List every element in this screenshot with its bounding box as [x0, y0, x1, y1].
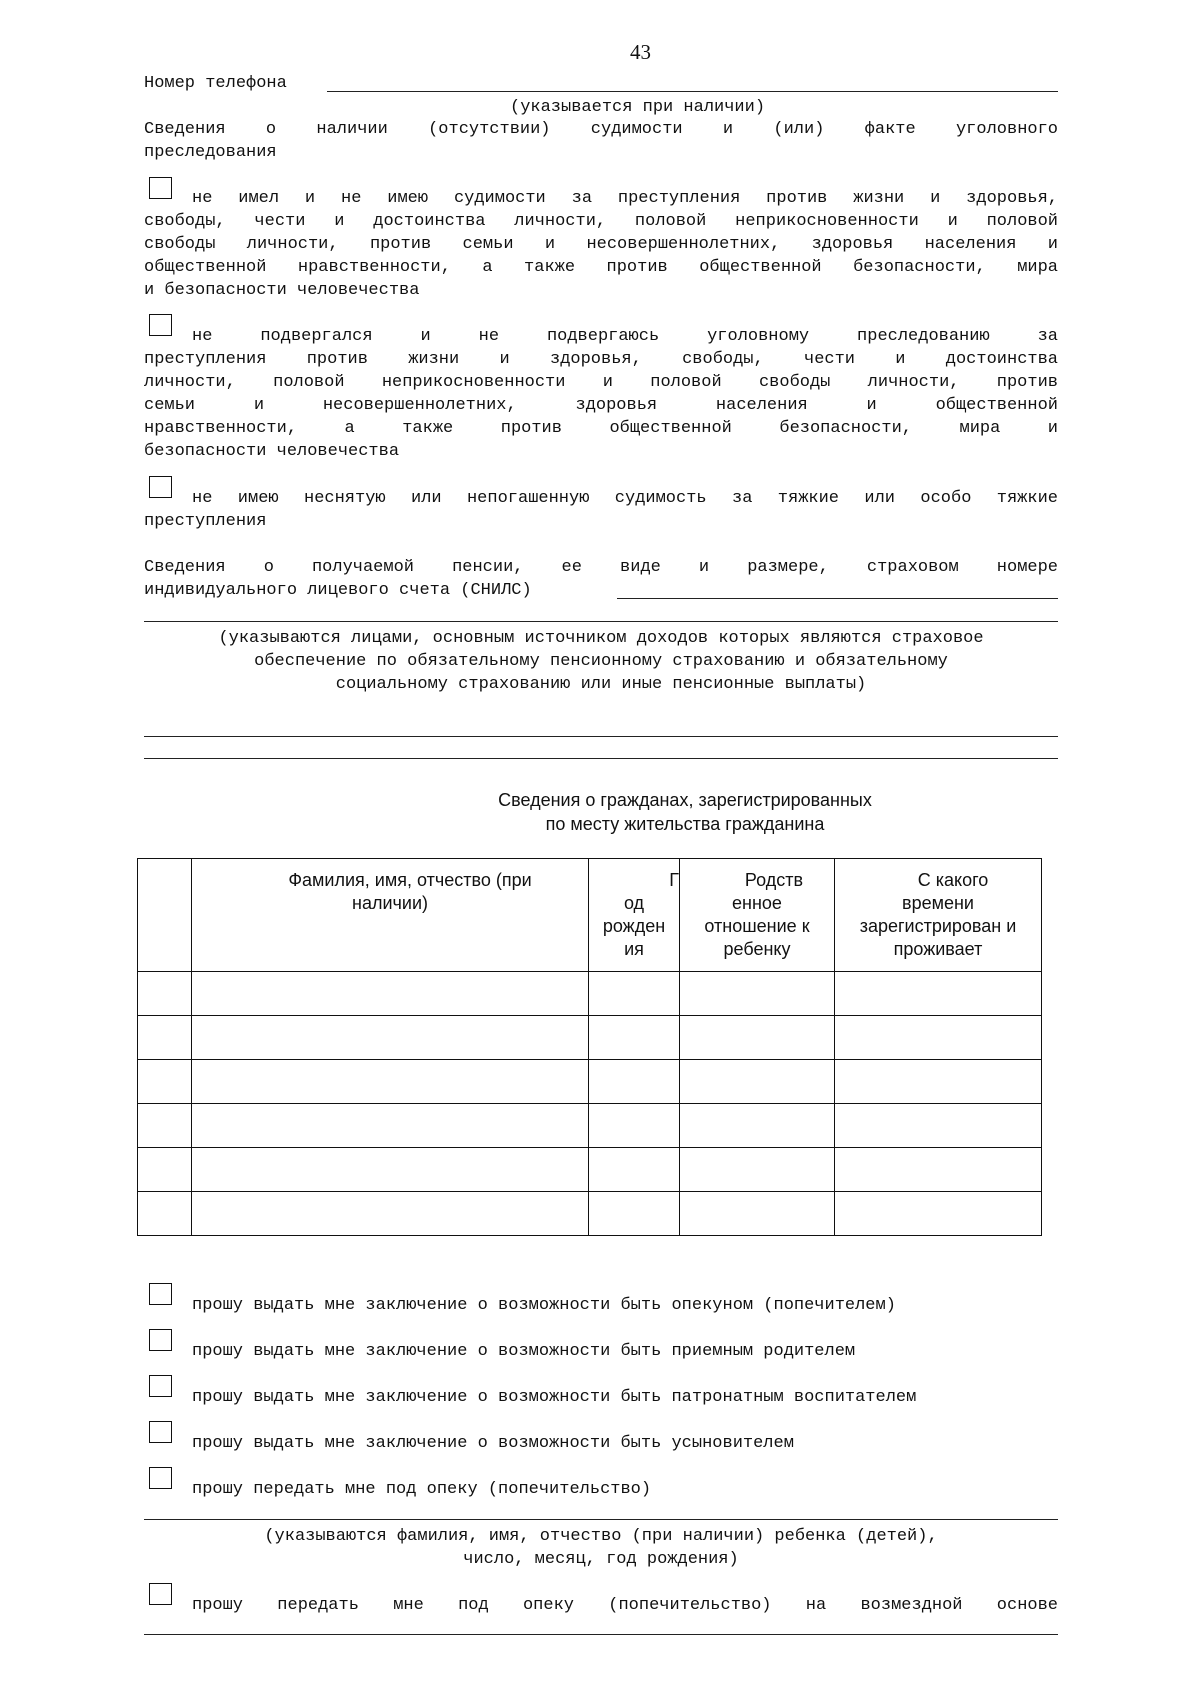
table-cell[interactable]: [589, 1104, 680, 1148]
header-name-line: Фамилия, имя, отчество (при: [288, 870, 532, 890]
table-cell[interactable]: [680, 1192, 835, 1236]
table-cell[interactable]: [138, 1060, 192, 1104]
option3-line: преступления: [144, 512, 267, 531]
table-row: [138, 1192, 1042, 1236]
option2-line: личности, половой неприкосновенности и половой свободы личности, против: [144, 373, 1058, 392]
table-cell[interactable]: [835, 1104, 1042, 1148]
table-cell[interactable]: [138, 1016, 192, 1060]
table-cell[interactable]: [192, 972, 589, 1016]
header-name-cell: [192, 859, 589, 972]
table-cell[interactable]: [680, 972, 835, 1016]
option2-line: преступления против жизни и здоровья, свободы, чести и достоинства: [144, 350, 1058, 369]
patronage-conclusion-checkbox[interactable]: [149, 1375, 172, 1397]
child-info-input-line[interactable]: [144, 1519, 1058, 1520]
table-cell[interactable]: [138, 972, 192, 1016]
pension-note: [144, 627, 1058, 696]
pension-note-line: (указываются лицами, основным источником доходов которых являются страховое: [218, 629, 984, 648]
table-cell[interactable]: [680, 1148, 835, 1192]
request-text: прошу передать мне под опеку (попечительство): [192, 1480, 652, 1499]
criminal-heading-line2: преследования: [144, 143, 277, 162]
option1-line: свободы личности, против семьи и несовершеннолетних, здоровья населения и: [144, 235, 1058, 254]
table-cell[interactable]: [835, 1016, 1042, 1060]
table-cell[interactable]: [192, 1060, 589, 1104]
request-text: прошу выдать мне заключение о возможности быть усыновителем: [192, 1434, 794, 1453]
header-relation-line: отношение к: [704, 916, 810, 936]
header-since-line: С какого: [917, 870, 989, 890]
pension-line2: индивидуального лицевого счета (СНИЛС): [144, 581, 532, 600]
phone-note: (указывается при наличии): [510, 98, 766, 117]
table-cell[interactable]: [589, 1016, 680, 1060]
table-cell[interactable]: [589, 1192, 680, 1236]
table-cell[interactable]: [835, 1148, 1042, 1192]
header-relation-cell: [680, 859, 835, 972]
adopter-conclusion-checkbox[interactable]: [149, 1421, 172, 1443]
table-cell[interactable]: [192, 1016, 589, 1060]
header-relation-line: енное: [732, 893, 782, 913]
guardianship-transfer-checkbox[interactable]: [149, 1467, 172, 1489]
table-cell[interactable]: [589, 972, 680, 1016]
table-row: [138, 972, 1042, 1016]
option2-line: нравственности, а также против общественной безопасности, мира и: [144, 419, 1058, 438]
paid-guardianship-text: прошу передать мне под опеку (попечительство) на возмездной основе: [192, 1596, 1058, 1615]
table-cell[interactable]: [138, 1104, 192, 1148]
registered-title-line: Сведения о гражданах, зарегистрированных: [498, 790, 872, 810]
blank-line[interactable]: [144, 758, 1058, 759]
table-cell[interactable]: [589, 1148, 680, 1192]
table-row: [138, 1060, 1042, 1104]
no-serious-conviction-text: [144, 487, 1058, 533]
request-text: прошу выдать мне заключение о возможности быть опекуном (попечителем): [192, 1296, 896, 1315]
request-text: прошу выдать мне заключение о возможности быть приемным родителем: [192, 1342, 856, 1361]
table-cell[interactable]: [680, 1060, 835, 1104]
table-row: [138, 1148, 1042, 1192]
header-birth-line: од: [623, 893, 645, 913]
pension-line1: Сведения о получаемой пенсии, ее виде и размере, страховом номере: [144, 558, 1058, 577]
registered-citizens-table: [137, 858, 1042, 1236]
header-relation-line: ребенку: [723, 939, 791, 959]
header-name-line: наличии): [352, 893, 428, 913]
option2-line: безопасности человечества: [144, 442, 400, 461]
table-cell[interactable]: [835, 1192, 1042, 1236]
criminal-heading-line1: Сведения о наличии (отсутствии) судимости и (или) факте уголовного: [144, 120, 1058, 139]
pension-note-line: обеспечение по обязательному пенсионному страхованию и обязательному: [254, 652, 948, 671]
guardian-conclusion-checkbox[interactable]: [149, 1283, 172, 1305]
no-prosecution-text: [144, 325, 1058, 463]
option1-line: общественной нравственности, а также против общественной безопасности, мира: [144, 258, 1058, 277]
snils-input-line[interactable]: [617, 598, 1058, 599]
header-birth-line: рожден: [602, 916, 666, 936]
header-since-line: зарегистрирован и: [859, 916, 1017, 936]
table-row: [138, 1016, 1042, 1060]
table-cell[interactable]: [192, 1148, 589, 1192]
header-since-cell: [835, 859, 1042, 972]
option3-line: не имею неснятую или непогашенную судимость за тяжкие или особо тяжкие: [192, 489, 1058, 508]
child-note-line: (указываются фамилия, имя, отчество (при наличии) ребенка (детей),: [264, 1527, 938, 1546]
blank-line[interactable]: [144, 736, 1058, 737]
request-text: прошу выдать мне заключение о возможности быть патронатным воспитателем: [192, 1388, 917, 1407]
child-note-line: число, месяц, год рождения): [463, 1550, 739, 1569]
table-cell[interactable]: [192, 1192, 589, 1236]
table-cell[interactable]: [589, 1060, 680, 1104]
header-since-line: времени: [902, 893, 974, 913]
table-header-row: [138, 859, 1042, 972]
paid-guardianship-checkbox[interactable]: [149, 1583, 172, 1605]
phone-label: Номер телефона: [144, 74, 287, 93]
table-row: [138, 1104, 1042, 1148]
header-relation-line: Родств: [744, 870, 804, 890]
pension-input-line[interactable]: [144, 621, 1058, 622]
table-cell[interactable]: [138, 1148, 192, 1192]
table-cell[interactable]: [680, 1016, 835, 1060]
header-since-line: проживает: [893, 939, 983, 959]
page-number: 43: [630, 40, 651, 64]
header-birth-year-cell: [589, 859, 680, 972]
registered-title: [144, 788, 1200, 836]
table-cell[interactable]: [138, 1192, 192, 1236]
child-note: [144, 1525, 1058, 1571]
option1-line: не имел и не имею судимости за преступления против жизни и здоровья,: [192, 189, 1058, 208]
header-birth-g: Г: [669, 870, 679, 890]
header-number-cell: [138, 859, 192, 972]
option2-line: семьи и несовершеннолетних, здоровья населения и общественной: [144, 396, 1058, 415]
table-cell[interactable]: [680, 1104, 835, 1148]
foster-parent-conclusion-checkbox[interactable]: [149, 1329, 172, 1351]
option1-line: свободы, чести и достоинства личности, половой неприкосновенности и половой: [144, 212, 1058, 231]
pension-note-line: социальному страхованию или иные пенсионные выплаты): [335, 675, 867, 694]
table-cell[interactable]: [835, 972, 1042, 1016]
option2-line: не подвергался и не подвергаюсь уголовному преследованию за: [192, 327, 1058, 346]
table-cell[interactable]: [192, 1104, 589, 1148]
table-cell[interactable]: [835, 1060, 1042, 1104]
header-birth-line: ия: [624, 939, 644, 959]
paid-guardianship-input-line[interactable]: [144, 1634, 1058, 1635]
option1-line: и безопасности человечества: [144, 281, 420, 300]
registered-title-line: по месту жительства гражданина: [545, 814, 825, 834]
phone-input-line[interactable]: [327, 91, 1058, 92]
no-conviction-text: [144, 187, 1058, 302]
